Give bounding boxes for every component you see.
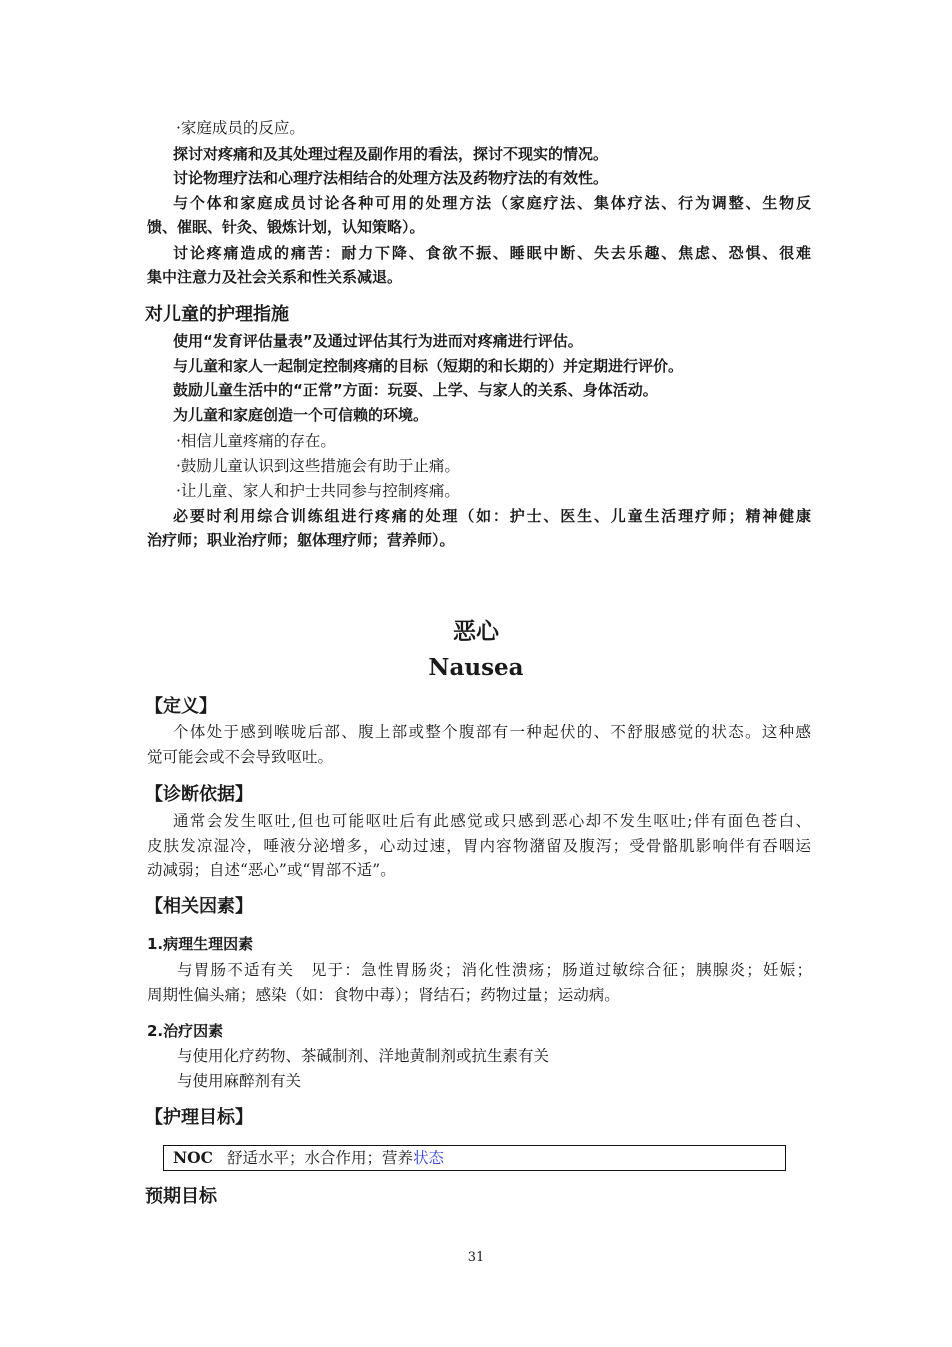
diagnosis-heading: 【诊断依据】 [145,784,253,805]
diagnosis-line3: 动减弱；自述“恶心”或“胃部不适”。 [147,861,396,879]
pathophysiology-subheading: 1.病理生理因素 [147,935,254,953]
paragraph-pain-views: 探讨对疼痛和及其处理过程及副作用的看法，探讨不现实的情况。 [173,145,609,163]
paragraph-therapy-effectiveness: 讨论物理疗法和心理疗法相结合的处理方法及药物疗法的有效性。 [173,169,609,187]
pathophysiology-line2: 周期性偏头痛；感染（如：食物中毒）；肾结石；药物过量；运动病。 [147,986,620,1004]
noc-label: NOC [173,1148,214,1167]
paragraph-suffering-line1: 讨论疼痛造成的痛苦：耐力下降、食欲不振、睡眠中断、失去乐趣、焦虑、恐惧、很难 [173,244,811,262]
factors-heading: 【相关因素】 [145,896,253,917]
diagnosis-line1: 通常会发生呕吐,但也可能呕吐后有此感觉或只感到恶心却不发生呕吐;伴有面色苍白、 [173,812,811,830]
expected-goals-heading: 预期目标 [145,1186,217,1207]
page-number: 31 [467,1250,485,1265]
definition-heading: 【定义】 [145,696,217,717]
pathophysiology-line1: 与胃肠不适有关 见于：急性胃肠炎；消化性溃疡；肠道过敏综合征；胰腺炎；妊娠； [177,961,812,979]
bullet-family-reaction: ·家庭成员的反应。 [176,119,305,137]
noc-link[interactable]: 状态 [413,1149,445,1167]
paragraph-development-scale: 使用“发育评估量表”及通过评估其行为进而对疼痛进行评估。 [173,332,583,350]
paragraph-methods-line2: 馈、催眠、针灸、锻炼计划，认知策略）。 [147,218,425,236]
noc-box [163,1145,786,1171]
paragraph-goals-with-family: 与儿童和家人一起制定控制疼痛的目标（短期的和长期的）并定期进行评价。 [173,357,684,375]
paragraph-team-line2: 治疗师；职业治疗师；躯体理疗师；营养师）。 [147,531,455,549]
noc-text: 舒适水平；水合作用；营养 [227,1149,414,1167]
treatment-subheading: 2.治疗因素 [147,1022,224,1040]
treatment-line2: 与使用麻醉剂有关 [177,1072,302,1090]
bullet-believe-pain: ·相信儿童疼痛的存在。 [176,432,336,450]
nausea-title-chinese: 恶心 [453,619,499,645]
paragraph-trust-environment: 为儿童和家庭创造一个可信赖的环境。 [173,406,429,424]
children-care-heading: 对儿童的护理指施 [145,304,289,325]
definition-line1: 个体处于感到喉咙后部、腹上部或整个腹部有一种起伏的、不舒服感觉的状态。这种感 [173,723,811,741]
paragraph-normal-life: 鼓励儿童生活中的“正常”方面：玩耍、上学、与家人的关系、身体活动。 [173,381,658,399]
paragraph-team-line1: 必要时利用综合训练组进行疼痛的处理（如：护士、医生、儿童生活理疗师；精神健康 [173,507,811,525]
diagnosis-line2: 皮肤发凉湿冷，唾液分泌增多，心动过速，胃内容物潴留及腹泻；受骨骼肌影响伴有吞咽运 [147,837,811,855]
definition-line2: 觉可能会或不会导致呕吐。 [147,748,334,766]
nausea-title-english: Nausea [428,654,524,681]
nursing-goals-heading: 【护理目标】 [145,1107,253,1128]
paragraph-suffering-line2: 集中注意力及社会关系和性关系减退。 [147,268,403,286]
bullet-measures-help: ·鼓励儿童认识到这些措施会有助于止痛。 [176,457,460,475]
treatment-line1: 与使用化疗药物、茶碱制剂、洋地黄制剂或抗生素有关 [177,1047,550,1065]
paragraph-methods-line1: 与个体和家庭成员讨论各种可用的处理方法（家庭疗法、集体疗法、行为调整、生物反 [173,194,811,212]
bullet-participate: ·让儿童、家人和护士共同参与控制疼痛。 [176,482,460,500]
